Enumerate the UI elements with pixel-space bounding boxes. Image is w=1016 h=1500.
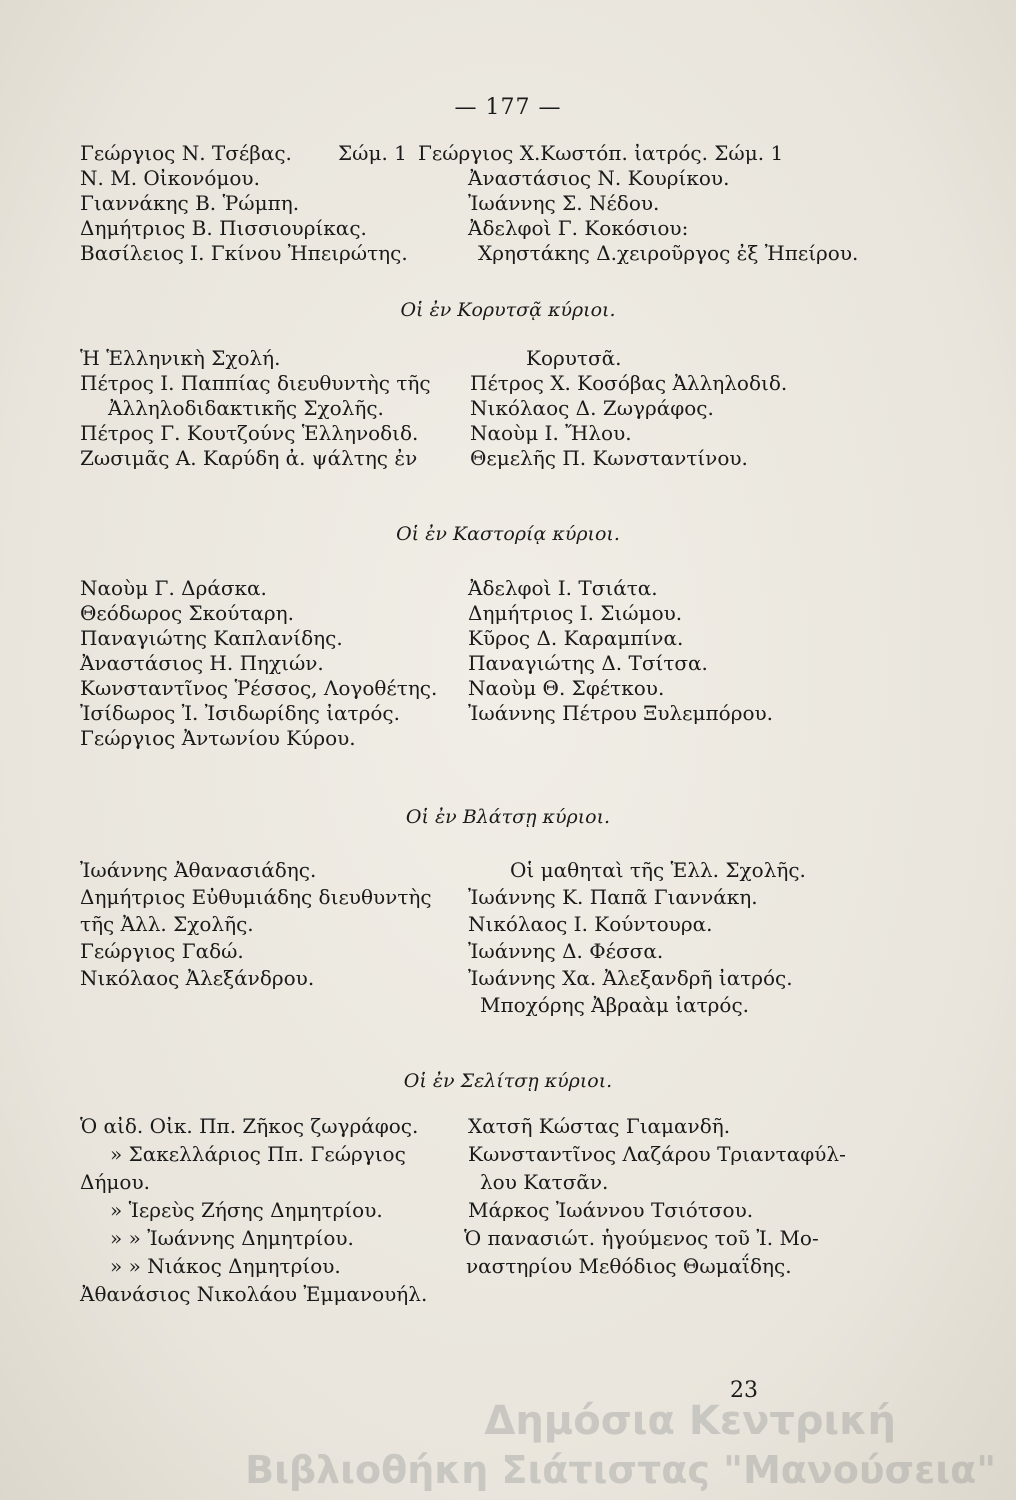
name-left: Γιαννάκης Β. Ῥώμπη. bbox=[80, 191, 300, 215]
name-right: Γεώργιος Χ.Κωστόπ. ἰατρός. Σώμ. 1 bbox=[418, 141, 784, 165]
name-left: Γεώργιος Ν. Τσέβας. bbox=[80, 141, 292, 165]
name-left: » Σακελλάριος Ππ. Γεώργιος bbox=[110, 1142, 406, 1166]
list-row bbox=[0, 882, 1016, 912]
name-right: Κορυτσᾶ. bbox=[526, 346, 622, 370]
list-row bbox=[0, 990, 1016, 1020]
section-heading: Οἱ ἐν Καστορίᾳ κύριοι. bbox=[396, 523, 620, 545]
name-left: Ν. Μ. Οἰκονόμου. bbox=[80, 166, 260, 190]
list-row bbox=[0, 963, 1016, 993]
library-watermark-line2: Βιβλιοθήκη Σιάτιστας "Μανούσεια" bbox=[245, 1448, 996, 1492]
volume-count: Σώμ. 1 bbox=[338, 141, 407, 165]
signature-mark: 23 bbox=[730, 1378, 758, 1403]
name-right: Ἰωάννης Χα. Ἀλεξανδρῆ ἰατρός. bbox=[468, 966, 793, 990]
name-right: Μάρκος Ἰωάννου Τσιότσου. bbox=[468, 1198, 754, 1222]
name-left: Ὁ αἰδ. Οἰκ. Ππ. Ζῆκος ζωγράφος. bbox=[80, 1114, 419, 1138]
name-right: Νικόλαος Δ. Ζωγράφος. bbox=[470, 396, 714, 420]
name-left: Παναγιώτης Καπλανίδης. bbox=[80, 626, 343, 650]
name-left: Γεώργιος Ἀντωνίου Κύρου. bbox=[80, 726, 356, 750]
name-left: τῆς Ἀλλ. Σχολῆς. bbox=[80, 912, 254, 936]
name-left: Ἡ Ἑλληνικὴ Σχολή. bbox=[80, 346, 281, 370]
section-heading: Οἱ ἐν Βλάτσῃ κύριοι. bbox=[405, 806, 611, 828]
list-row bbox=[0, 1111, 1016, 1141]
name-left: » Ἱερεὺς Ζήσης Δημητρίου. bbox=[110, 1198, 383, 1222]
name-right: Νικόλαος Ι. Κούντουρα. bbox=[468, 912, 713, 936]
name-right: Μποχόρης Ἀβραὰμ ἰατρός. bbox=[480, 993, 750, 1017]
list-row bbox=[0, 1251, 1016, 1281]
name-left: Δημήτριος Εὐθυμιάδης διευθυντὴς bbox=[80, 885, 432, 909]
name-left: Δήμου. bbox=[80, 1170, 150, 1194]
page-number: — 177 — bbox=[454, 95, 562, 120]
name-right: Οἱ μαθηταὶ τῆς Ἑλλ. Σχολῆς. bbox=[510, 858, 806, 882]
name-left: Κωνσταντῖνος Ῥέσσος, Λογοθέτης. bbox=[80, 676, 438, 700]
name-right: Ἰωάννης Πέτρου Ξυλεμπόρου. bbox=[468, 701, 774, 725]
list-row bbox=[0, 909, 1016, 939]
section-heading: Οἱ ἐν Κορυτσᾷ κύριοι. bbox=[400, 299, 616, 321]
list-row bbox=[0, 1223, 1016, 1253]
name-left: Ἀθανάσιος Νικολάου Ἐμμανουήλ. bbox=[80, 1282, 428, 1306]
name-right: Ἰωάννης Δ. Φέσσα. bbox=[468, 939, 664, 963]
list-row bbox=[0, 443, 1016, 473]
section-heading: Οἱ ἐν Σελίτσῃ κύριοι. bbox=[403, 1070, 613, 1092]
name-right: Κωνσταντῖνος Λαζάρου Τριανταφύλ- bbox=[468, 1142, 846, 1166]
list-row bbox=[0, 238, 1016, 268]
name-left: Ναοὺμ Γ. Δράσκα. bbox=[80, 576, 267, 600]
list-row bbox=[0, 1167, 1016, 1197]
name-right: Ἰωάννης Κ. Παπᾶ Γιαννάκη. bbox=[468, 885, 758, 909]
list-row bbox=[0, 936, 1016, 966]
name-right: Ἀδελφοὶ Γ. Κοκόσιου: bbox=[468, 216, 689, 240]
name-right: Παναγιώτης Δ. Τσίτσα. bbox=[468, 651, 708, 675]
name-right: Δημήτριος Ι. Σιώμου. bbox=[468, 601, 683, 625]
name-left: Πέτρος Γ. Κουτζούνς Ἑλληνοδιδ. bbox=[80, 421, 419, 445]
name-left: » » Ἰωάννης Δημητρίου. bbox=[110, 1226, 354, 1250]
name-right: Ἰωάννης Σ. Νέδου. bbox=[468, 191, 660, 215]
name-right: Ἀδελφοὶ Ι. Τσιάτα. bbox=[468, 576, 658, 600]
name-left: Θεόδωρος Σκούταρη. bbox=[80, 601, 295, 625]
name-right: Κῦρος Δ. Καραμπίνα. bbox=[468, 626, 684, 650]
name-right: Ναοὺμ Ι. Ἤλου. bbox=[470, 421, 632, 445]
name-left: Βασίλειος Ι. Γκίνου Ἠπειρώτης. bbox=[80, 241, 408, 265]
name-right: λου Κατσᾶν. bbox=[480, 1170, 609, 1194]
list-row bbox=[0, 723, 1016, 753]
name-right: Θεμελῆς Π. Κωνσταντίνου. bbox=[470, 446, 748, 470]
name-left: » » Νιάκος Δημητρίου. bbox=[110, 1254, 341, 1278]
name-left: Ἰσίδωρος Ἰ. Ἰσιδωρίδης ἰατρός. bbox=[80, 701, 400, 725]
name-right: Χρηστάκης Δ.χειροῦργος ἐξ Ἠπείρου. bbox=[478, 241, 859, 265]
name-left: Πέτρος Ι. Παππίας διευθυντὴς τῆς bbox=[80, 371, 431, 395]
library-watermark-line1: Δημόσια Κεντρική bbox=[484, 1398, 896, 1444]
name-right: Ναοὺμ Θ. Σφέτκου. bbox=[468, 676, 665, 700]
name-right: Πέτρος Χ. Κοσόβας Ἀλληλοδιδ. bbox=[470, 371, 788, 395]
list-row bbox=[0, 1195, 1016, 1225]
name-right: Ὁ πανασιώτ. ἡγούμενος τοῦ Ἰ. Μο- bbox=[464, 1226, 819, 1250]
name-left: Γεώργιος Γαδώ. bbox=[80, 939, 244, 963]
name-left: Ἰωάννης Ἀθανασιάδης. bbox=[80, 858, 317, 882]
name-right: Ἀναστάσιος Ν. Κουρίκου. bbox=[468, 166, 730, 190]
name-right: ναστηρίου Μεθόδιος Θωμαΐδης. bbox=[466, 1254, 792, 1278]
name-left: Ἀναστάσιος Η. Πηχιών. bbox=[80, 651, 324, 675]
list-row bbox=[0, 1139, 1016, 1169]
name-left: Νικόλαος Ἀλεξάνδρου. bbox=[80, 966, 315, 990]
name-left: Δημήτριος Β. Πισσιουρίκας. bbox=[80, 216, 367, 240]
list-row bbox=[0, 1279, 1016, 1309]
name-left: Ζωσιμᾶς Α. Καρύδη ἀ. ψάλτης ἐν bbox=[80, 446, 418, 470]
name-right: Χατσῆ Κώστας Γιαμανδῆ. bbox=[468, 1114, 731, 1138]
list-row bbox=[0, 855, 1016, 885]
name-left: Ἀλληλοδιδακτικῆς Σχολῆς. bbox=[108, 396, 384, 420]
